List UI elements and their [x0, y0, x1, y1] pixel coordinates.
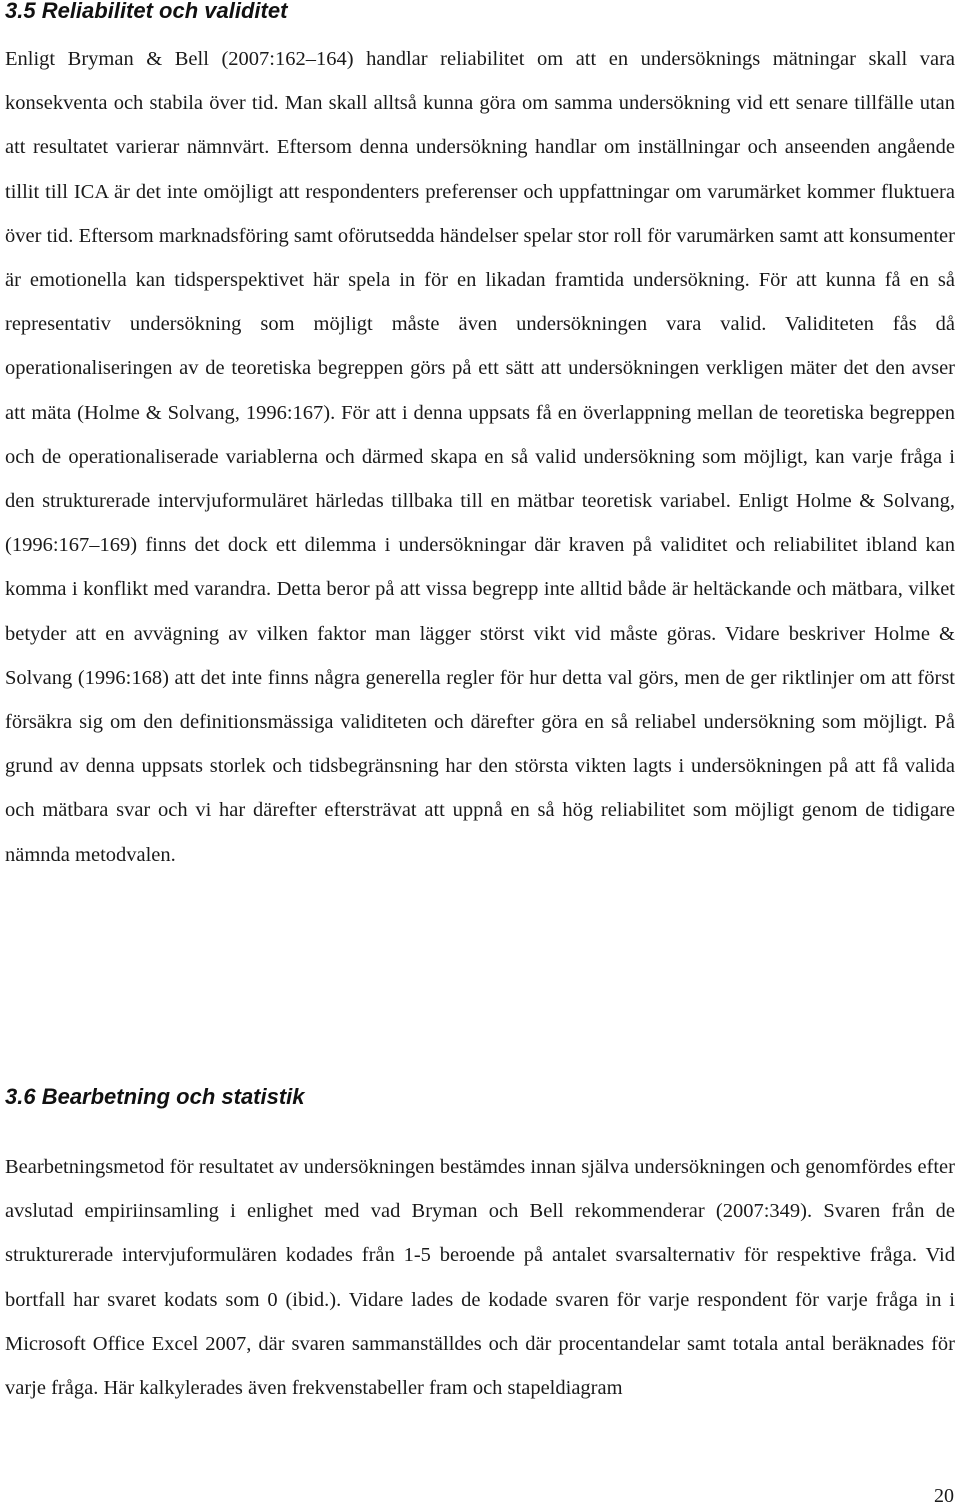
- section-heading-reliabilitet-validitet: 3.5 Reliabilitet och validitet: [5, 0, 288, 23]
- body-paragraph-reliabilitet-validitet: Enligt Bryman & Bell (2007:162–164) handlar reliabilitet om att en undersöknings mätningar skall vara konsekventa och stabila över tid. Man skall alltså kunna göra om samma undersökning vid ett senare tillfälle utan att resultatet varierar nämnvärt. Eftersom denna undersökning handlar om inställningar och anseenden angående tillit till ICA är det inte omöjligt att respondenters preferenser och uppfattningar om varumärket kommer fluktuera över tid. Eftersom marknadsföring samt oförutsedda händelser spelar stor roll för varumärken samt att konsumenter är emotionella kan tidsperspektivet här spela in för en likadan framtida undersökning. För att kunna få en så representativ undersökning som möjligt måste även undersökningen vara valid. Validiteten fås då operationaliseringen av de teoretiska begreppen görs på ett sätt att undersökningen verkligen mäter det den avser att mäta (Holme & Solvang, 1996:167). För att i denna uppsats få en överlappning mellan de teoretiska begreppen och de operationaliserade variablerna och därmed skapa en så valid undersökning som möjligt, kan varje fråga i den strukturerade intervjuformuläret härledas tillbaka till en mätbar teoretisk variabel. Enligt Holme & Solvang, (1996:167–169) finns det dock ett dilemma i undersökningar där kraven på validitet och reliabilitet ibland kan komma i konflikt med varandra. Detta beror på att vissa begrepp inte alltid både är heltäckande och mätbara, vilket betyder att en avvägning av vilken faktor man lägger störst vikt vid måste göras. Vidare beskriver Holme & Solvang (1996:168) att det inte finns några generella regler för hur detta val görs, men de ger riktlinjer om att först försäkra sig om den definitionsmässiga validiteten och därefter göra en så reliabel undersökning som möjligt. På grund av denna uppsats storlek och tidsbegränsning har den största vikten lagts i undersökningen på att få valida och mätbara svar och vi har därefter eftersträvat att uppnå en så hög reliabilitet som möjligt genom de tidigare nämnda metodvalen.: [5, 48, 955, 866]
- section-heading-bearbetning-statistik: 3.6 Bearbetning och statistik: [5, 1084, 305, 1109]
- page-number: 20: [934, 1485, 954, 1507]
- body-paragraph-bearbetning-statistik: Bearbetningsmetod för resultatet av undersökningen bestämdes innan själva undersökningen och genomfördes efter avslutad empiriinsamling i enlighet med vad Bryman och Bell rekommenderar (2007:349). Svaren från de strukturerade intervjuformulären kodades från 1-5 beroende på antalet svarsalternativ för respektive fråga. Vid bortfall har svaret kodats som 0 (ibid.). Vidare lades de kodade svaren för varje respondent för varje fråga in i Microsoft Office Excel 2007, där svaren sammanställdes och där procentandelar samt totala antal beräknades för varje fråga. Här kalkylerades även frekvenstabeller fram och stapeldiagram: [5, 1156, 955, 1400]
